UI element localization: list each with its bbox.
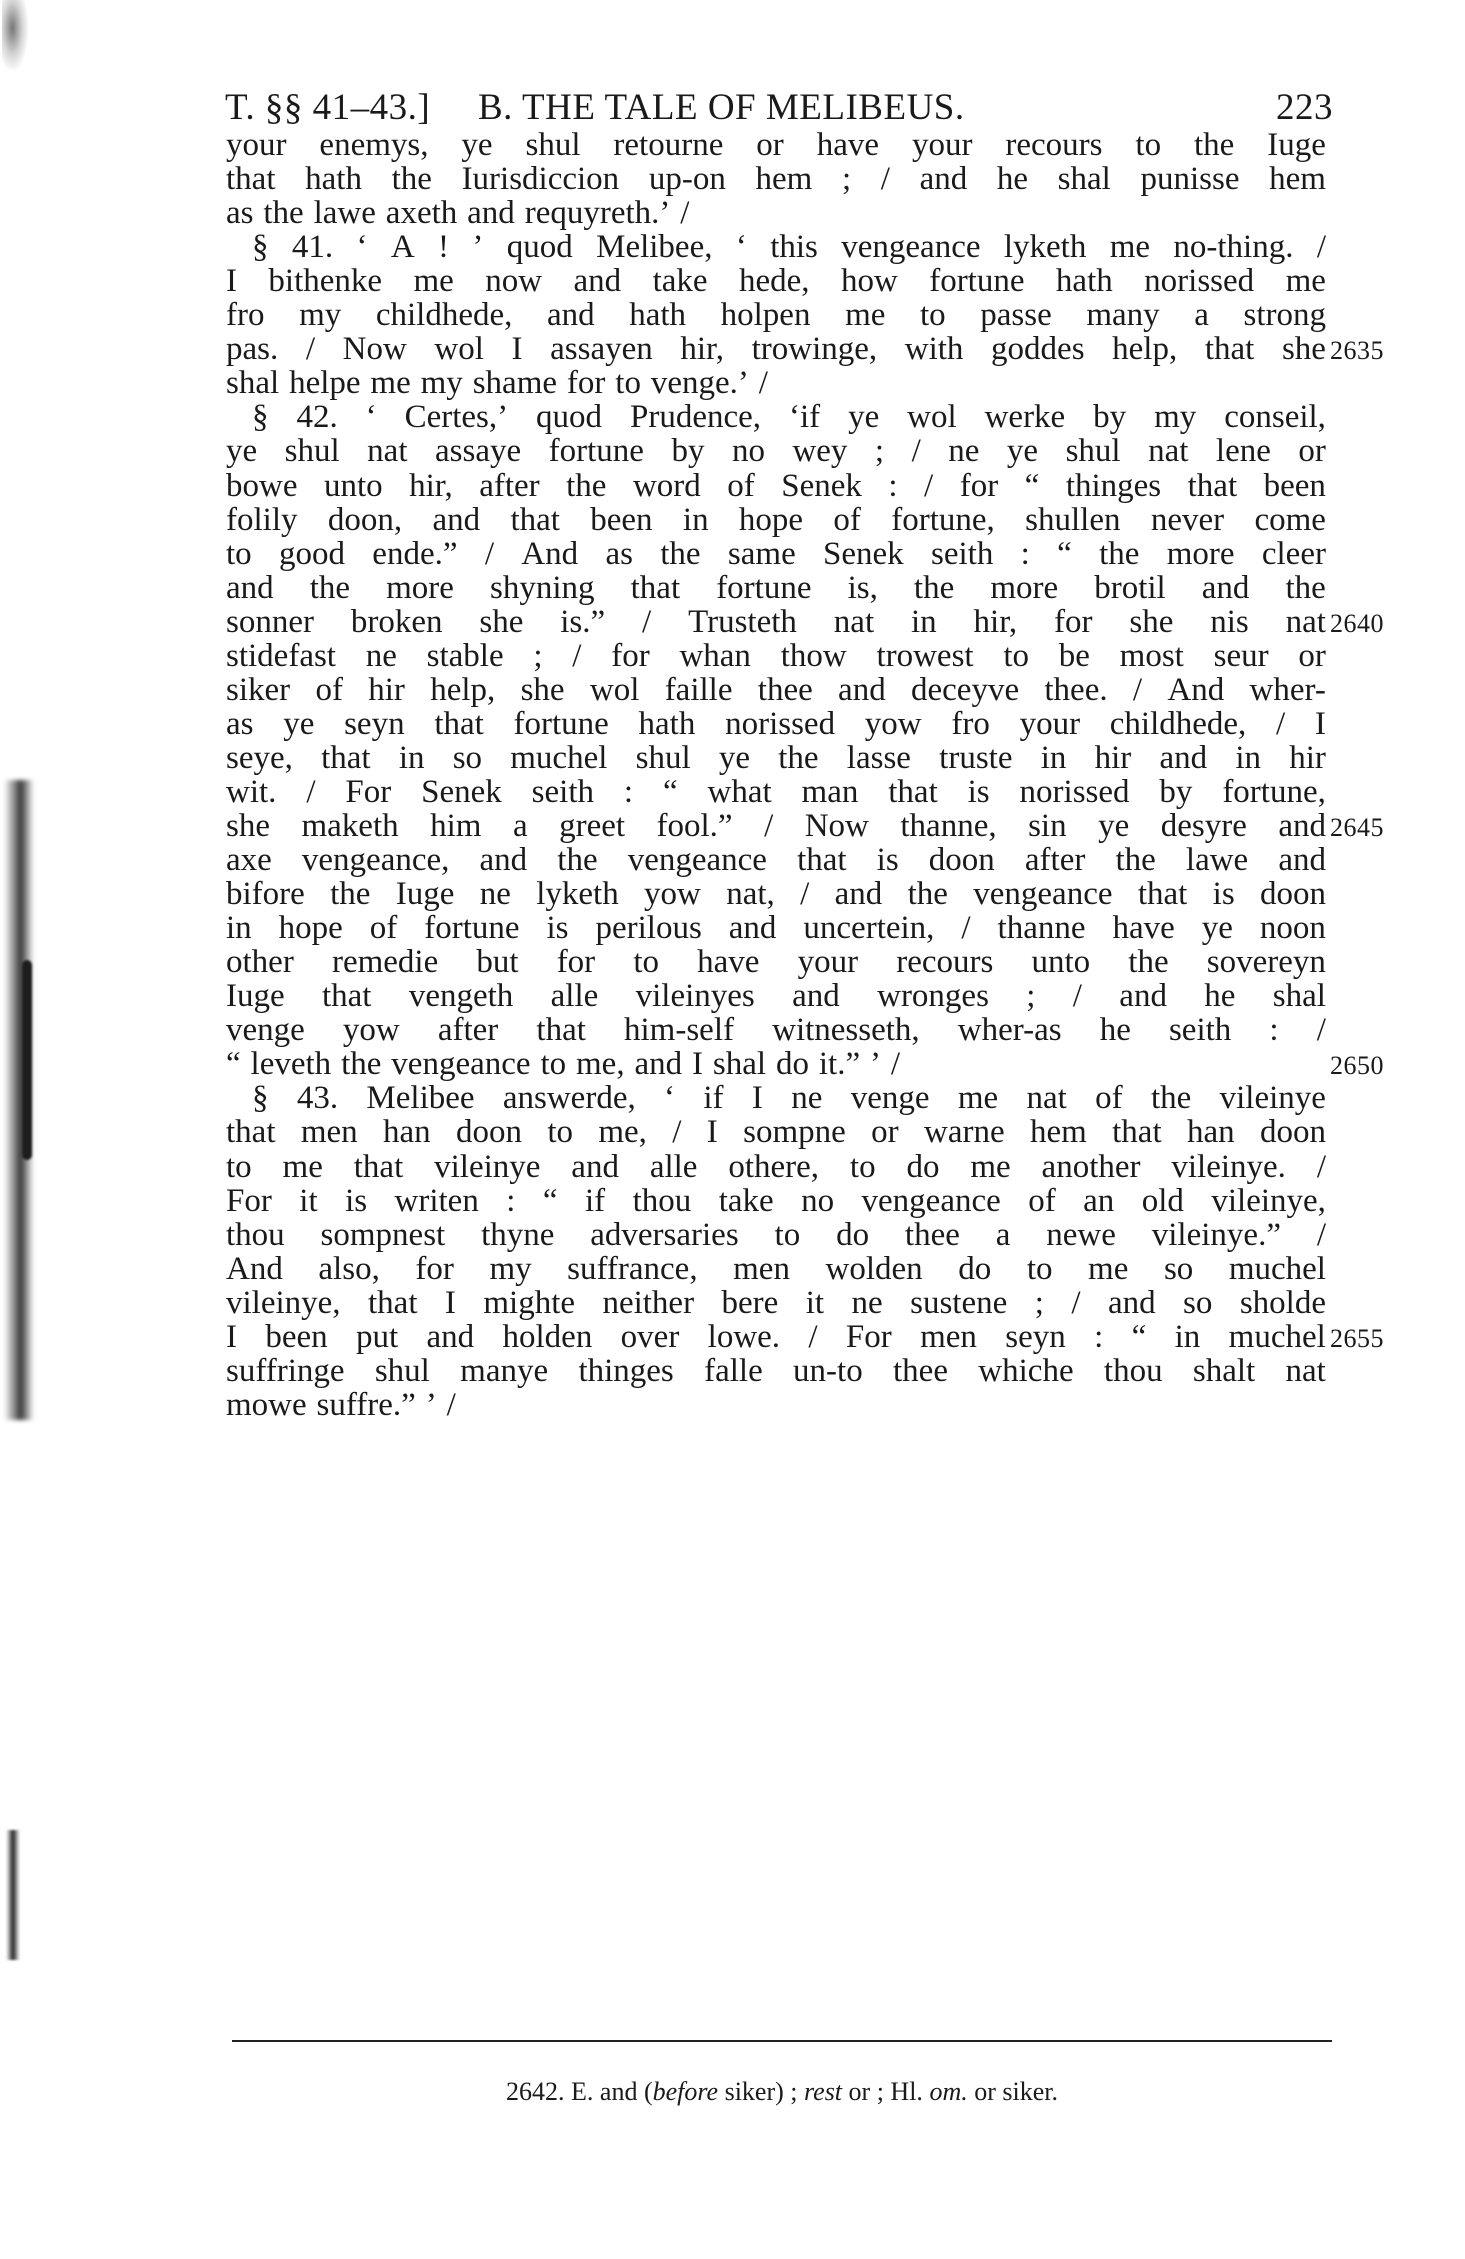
text-line: as ye seyn that fortune hath norissed yow fro your childhede, / I bbox=[226, 705, 1326, 742]
page-number: 223 bbox=[1276, 87, 1333, 128]
text-line: venge yow after that him-self witnesseth, wher-as he seith : / bbox=[226, 1012, 1326, 1049]
text-line: that men han doon to me, / I sompne or warne hem that han doon bbox=[226, 1114, 1326, 1151]
text-line: fro my childhede, and hath holpen me to passe many a strong bbox=[226, 297, 1326, 334]
footnote-text: or siker. bbox=[967, 2077, 1058, 2106]
footnote-italic: om. bbox=[929, 2077, 968, 2106]
text-line: shal helpe me my shame for to venge.’ / bbox=[226, 365, 768, 402]
text-line: axe vengeance, and the vengeance that is doon after the lawe and bbox=[226, 842, 1326, 879]
footnote-text: E. and ( bbox=[571, 2077, 653, 2106]
text-line: I bithenke me now and take hede, how fortune hath norissed me bbox=[226, 263, 1326, 300]
text-line: suffringe shul manye thinges falle un-to thee whiche thou shalt nat bbox=[226, 1352, 1326, 1389]
text-line: she maketh him a greet fool.” / Now thanne, sin ye desyre and bbox=[226, 808, 1326, 844]
running-head-title: B. THE TALE OF MELIBEUS. bbox=[478, 87, 965, 128]
footnote-italic: before bbox=[652, 2077, 719, 2106]
margin-line-number: 2635 bbox=[1330, 336, 1384, 366]
text-line: in hope of fortune is perilous and uncertein, / thanne have ye noon bbox=[226, 910, 1326, 947]
scan-smudge bbox=[6, 1830, 20, 1960]
text-line: mowe suffre.” ’ / bbox=[226, 1386, 456, 1423]
text-line: as the lawe axeth and requyreth.’ / bbox=[226, 195, 690, 232]
scan-smudge bbox=[2, 0, 28, 70]
text-line: siker of hir help, she wol faille thee and deceyve thee. / And wher- bbox=[226, 671, 1326, 708]
footnote-text: or ; Hl. bbox=[842, 2077, 930, 2106]
footnote-rule bbox=[232, 2040, 1332, 2042]
text-line: to good ende.” / And as the same Senek seith : “ the more cleer bbox=[226, 535, 1326, 572]
text-line: that hath the Iurisdiccion up-on hem ; / and he shal punisse hem bbox=[226, 161, 1326, 198]
text-line: seye, that in so muchel shul ye the lasse truste in hir and in hir bbox=[226, 739, 1326, 776]
text-line: wit. / For Senek seith : “ what man that is norissed by fortune, bbox=[226, 773, 1326, 810]
footnote bbox=[232, 2072, 1332, 2112]
text-line: Iuge that vengeth alle vileinyes and wronges ; / and he shal bbox=[226, 978, 1326, 1015]
text-line: § 41. ‘ A ! ’ quod Melibee, ‘ this vengeance lyketh me no-thing. / bbox=[252, 229, 1326, 266]
text-line: § 42. ‘ Certes,’ quod Prudence, ‘if ye wol werke by my conseil, bbox=[252, 399, 1326, 436]
scan-smudge bbox=[22, 960, 32, 1160]
text-line: § 43. Melibee answerde, ‘ if I ne venge me nat of the vileinye bbox=[252, 1080, 1326, 1117]
text-line: your enemys, ye shul retourne or have your recours to the Iuge bbox=[226, 127, 1326, 163]
text-line: sonner broken she is.” / Trusteth nat in hir, for she nis nat bbox=[226, 603, 1326, 640]
text-line: “ leveth the vengeance to me, and I shal do it.” ’ / bbox=[226, 1046, 901, 1083]
text-line: stidefast ne stable ; / for whan thow trowest to be most seur or bbox=[226, 637, 1326, 674]
text-line: pas. / Now wol I assayen hir, trowinge, with goddes help, that she bbox=[226, 331, 1326, 368]
footnote-italic: rest bbox=[804, 2077, 843, 2106]
margin-line-number: 2640 bbox=[1330, 608, 1384, 638]
footnote-text: siker) ; bbox=[718, 2077, 804, 2106]
margin-line-number: 2645 bbox=[1330, 813, 1384, 842]
text-line: ye shul nat assaye fortune by no wey ; / ne ye shul nat lene or bbox=[226, 433, 1326, 470]
text-line: to me that vileinye and alle othere, to do me another vileinye. / bbox=[226, 1148, 1326, 1185]
text-line: thou sompnest thyne adversaries to do thee a newe vileinye.” / bbox=[226, 1216, 1326, 1253]
text-line: bowe unto hir, after the word of Senek : / for “ thinges that been bbox=[226, 467, 1326, 504]
scan-binding-shadow bbox=[0, 0, 70, 2259]
text-line: vileinye, that I mighte neither bere it ne sustene ; / and so sholde bbox=[226, 1284, 1326, 1321]
text-line: For it is writen : “ if thou take no vengeance of an old vileinye, bbox=[226, 1182, 1326, 1219]
text-line: And also, for my suffrance, men wolden do to me so muchel bbox=[226, 1250, 1326, 1287]
text-line: other remedie but for to have your recours unto the sovereyn bbox=[226, 944, 1326, 981]
text-line: bifore the Iuge ne lyketh yow nat, / and the vengeance that is doon bbox=[226, 876, 1326, 913]
footnote-number: 2642. bbox=[506, 2077, 565, 2106]
text-line: and the more shyning that fortune is, the more brotil and the bbox=[226, 569, 1326, 606]
text-line: I been put and holden over lowe. / For men seyn : “ in muchel bbox=[226, 1318, 1326, 1355]
running-head-section: T. §§ 41–43.] bbox=[225, 87, 431, 128]
text-line: folily doon, and that been in hope of fortune, shullen never come bbox=[226, 501, 1326, 538]
margin-line-number: 2650 bbox=[1330, 1051, 1384, 1081]
margin-line-number: 2655 bbox=[1330, 1323, 1384, 1353]
